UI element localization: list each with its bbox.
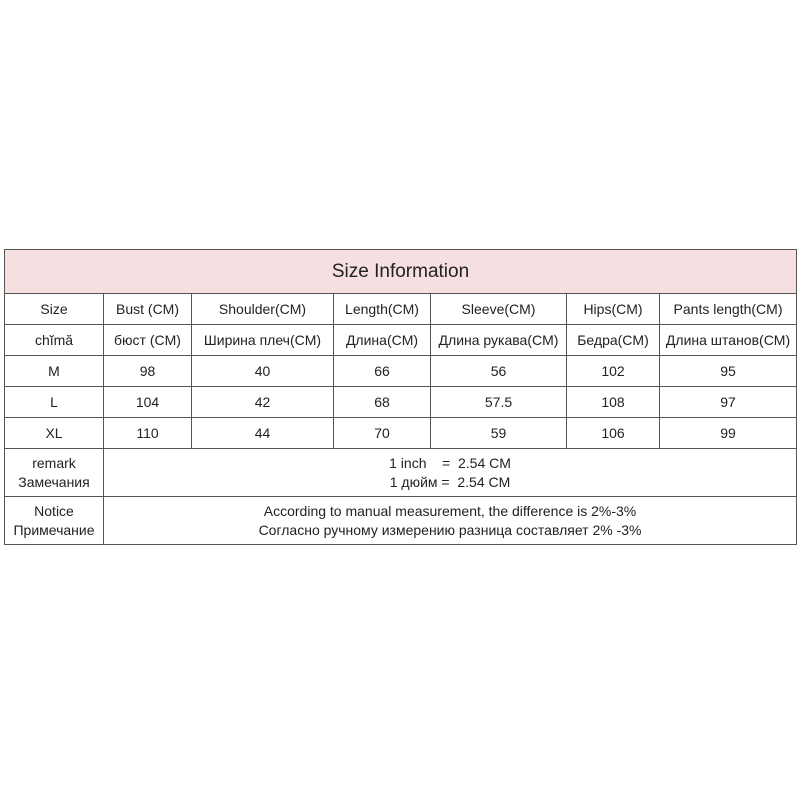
table-row [5, 356, 797, 387]
header-cell: Sleeve(CM) [431, 294, 567, 325]
table-cell: 66 [334, 356, 431, 387]
notice-row [5, 497, 797, 545]
remark-row [5, 449, 797, 497]
header-cell-ru: бюст (CM) [104, 325, 192, 356]
title-row [5, 250, 797, 294]
notice-label-cell [5, 497, 104, 545]
table-row [5, 387, 797, 418]
header-cell-ru: Длина рукава(CM) [431, 325, 567, 356]
size-label-cell: M [5, 356, 104, 387]
header-cell-ru: Бедра(CM) [567, 325, 660, 356]
table-cell: 95 [660, 356, 797, 387]
header-cell: Bust (CM) [104, 294, 192, 325]
table-row [5, 418, 797, 449]
table-cell: 98 [104, 356, 192, 387]
table-cell: 44 [192, 418, 334, 449]
remark-label-ru: Замечания [18, 473, 90, 490]
table-cell: 99 [660, 418, 797, 449]
table-cell: 57.5 [431, 387, 567, 418]
notice-content-cell [104, 497, 797, 545]
header-cell: Size [5, 294, 104, 325]
header-cell-ru: Длина(CM) [334, 325, 431, 356]
header-cell-ru: chĭmă [5, 325, 104, 356]
remark-line-inch: 1 inch = 2.54 CM [389, 454, 511, 471]
remark-label-en: remark [32, 454, 76, 471]
table-cell: 102 [567, 356, 660, 387]
table-cell: 106 [567, 418, 660, 449]
header-cell-ru: Ширина плеч(CM) [192, 325, 334, 356]
notice-line-ru: Согласно ручному измерению разница составляет 2% -3% [258, 521, 642, 538]
remark-label-cell [5, 449, 104, 497]
table-cell: 104 [104, 387, 192, 418]
table-cell: 110 [104, 418, 192, 449]
size-label-cell: L [5, 387, 104, 418]
table-cell: 70 [334, 418, 431, 449]
header-cell: Pants length(CM) [660, 294, 797, 325]
table-cell: 97 [660, 387, 797, 418]
table-cell: 40 [192, 356, 334, 387]
header-cell-ru: Длина штанов(CM) [660, 325, 797, 356]
header-cell: Length(CM) [334, 294, 431, 325]
size-table [4, 249, 797, 545]
header-row-ru [5, 325, 797, 356]
table-cell: 68 [334, 387, 431, 418]
table-cell: 42 [192, 387, 334, 418]
remark-line-ru: 1 дюйм = 2.54 CM [389, 473, 511, 490]
table-title: Size Information [5, 250, 797, 294]
notice-label-ru: Примечание [13, 521, 95, 538]
header-cell: Hips(CM) [567, 294, 660, 325]
header-cell: Shoulder(CM) [192, 294, 334, 325]
remark-content-cell [104, 449, 797, 497]
table-cell: 108 [567, 387, 660, 418]
table-cell: 56 [431, 356, 567, 387]
notice-label-en: Notice [34, 502, 74, 519]
header-row [5, 294, 797, 325]
table-cell: 59 [431, 418, 567, 449]
size-label-cell: XL [5, 418, 104, 449]
notice-line-en: According to manual measurement, the difference is 2%-3% [263, 502, 637, 519]
